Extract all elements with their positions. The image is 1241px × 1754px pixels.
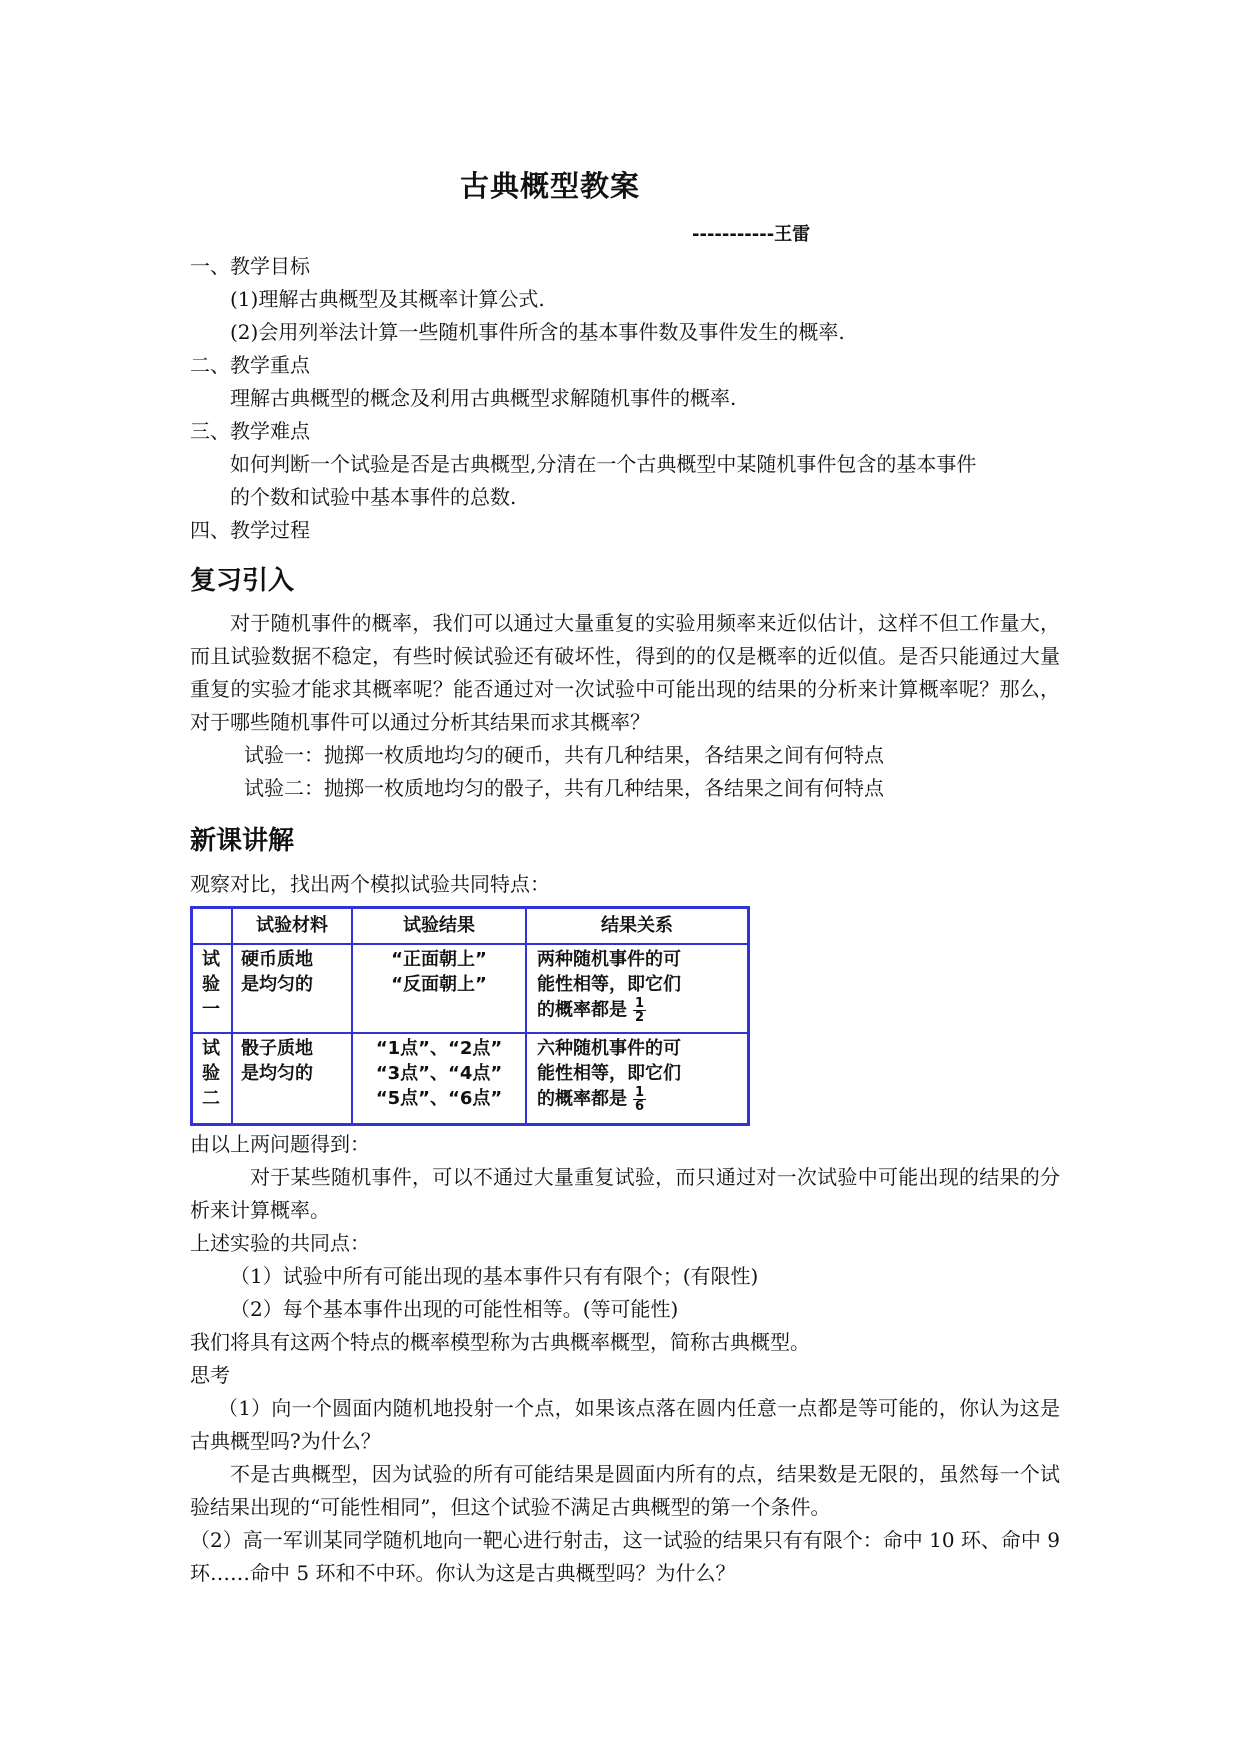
header-relation: 结果关系: [601, 915, 673, 936]
experiment-2: 试验二：抛掷一枚质地均匀的骰子，共有几种结果，各结果之间有何特点: [244, 776, 884, 800]
difficulties-line-2: 的个数和试验中基本事件的总数.: [230, 485, 517, 509]
relation-exp1: 两种随机事件的可 能性相等，即它们 的概率都是 $\frac{1}{2}$: [537, 949, 681, 1025]
question-2: （2）高一军训某同学随机地向一靶心进行射击，这一试验的结果只有有限个：命中 10 环、命中 9 环……命中 5 环和不中环。你认为这是古典概型吗？为什么？: [190, 1528, 1060, 1585]
review-paragraph: 对于随机事件的概率，我们可以通过大量重复的实验用频率来近似估计，这样不但工作量大，而且试验数据不稳定，有些时候试验还有破坏性，得到的的仅是概率的近似值。是否只能通过大量重复的实验才能求其概率呢？能否通过对一次试验中可能出现的结果的分析来计算概率呢？那么，对于哪些随机事件可以通过分析其结果而求其概率？: [190, 611, 1060, 734]
material-exp2: 骰子质地 是均匀的: [241, 1038, 313, 1084]
definition: 我们将具有这两个特点的概率模型称为古典概率概型，简称古典概型。: [190, 1330, 810, 1354]
common-point-2: （2）每个基本事件出现的可能性相等。(等可能性): [230, 1297, 679, 1321]
header-material: 试验材料: [256, 915, 328, 936]
question-1: （1）向一个圆面内随机地投射一个点，如果该点落在圆内任意一点都是等可能的，你认为这是古典概型吗?为什么？: [190, 1396, 1060, 1453]
row-label-exp1: 试 验 一: [202, 949, 220, 1020]
answer-1: 不是古典概型，因为试验的所有可能结果是圆面内所有的点，结果数是无限的，虽然每一个试验结果出现的“可能性相同”，但这个试验不满足古典概型的第一个条件。: [190, 1462, 1060, 1519]
row-label-exp2: 试 验 二: [202, 1038, 220, 1109]
think-heading: 思考: [190, 1363, 230, 1387]
relation-exp2: 六种随机事件的可 能性相等，即它们 的概率都是 $\frac{1}{6}$: [537, 1038, 681, 1114]
common-point-1: （1）试验中所有可能出现的基本事件只有有限个；(有限性): [230, 1264, 759, 1288]
comparison-table: [190, 906, 750, 1126]
section-heading-goals: 一、教学目标: [190, 254, 310, 278]
document-title: 古典概型教案: [459, 169, 640, 203]
author: -----------王雷: [692, 224, 811, 245]
fraction-one-half: $\frac{1}{2}$: [635, 996, 645, 1025]
results-exp2: “1点”、“2点” “3点”、“4点” “5点”、“6点”: [375, 1038, 503, 1109]
observe-text: 观察对比，找出两个模拟试验共同特点：: [190, 872, 550, 896]
conclude-text: 对于某些随机事件，可以不通过大量重复试验，而只通过对一次试验中可能出现的结果的分析来计算概率。: [190, 1165, 1060, 1222]
section-heading-key-points: 二、教学重点: [190, 353, 310, 377]
common-intro: 上述实验的共同点：: [190, 1231, 370, 1255]
difficulties-line-1: 如何判断一个试验是否是古典概型,分清在一个古典概型中某随机事件包含的基本事件: [230, 452, 977, 476]
goal-item-2: (2)会用列举法计算一些随机事件所含的基本事件数及事件发生的概率.: [230, 320, 845, 344]
section-heading-difficulties: 三、教学难点: [190, 419, 310, 443]
conclude-intro: 由以上两问题得到：: [190, 1132, 370, 1156]
new-lesson-heading: 新课讲解: [190, 826, 295, 856]
material-exp1: 硬币质地 是均匀的: [241, 949, 313, 995]
header-results: 试验结果: [403, 915, 475, 936]
key-points-text: 理解古典概型的概念及利用古典概型求解随机事件的概率.: [230, 386, 737, 410]
fraction-one-sixth: $\frac{1}{6}$: [635, 1085, 645, 1114]
section-heading-process: 四、教学过程: [190, 518, 310, 542]
experiment-1: 试验一：抛掷一枚质地均匀的硬币，共有几种结果，各结果之间有何特点: [244, 743, 884, 767]
goal-item-1: (1)理解古典概型及其概率计算公式.: [230, 287, 545, 311]
review-heading: 复习引入: [190, 566, 295, 596]
results-exp1: “正面朝上” “反面朝上”: [391, 949, 487, 995]
